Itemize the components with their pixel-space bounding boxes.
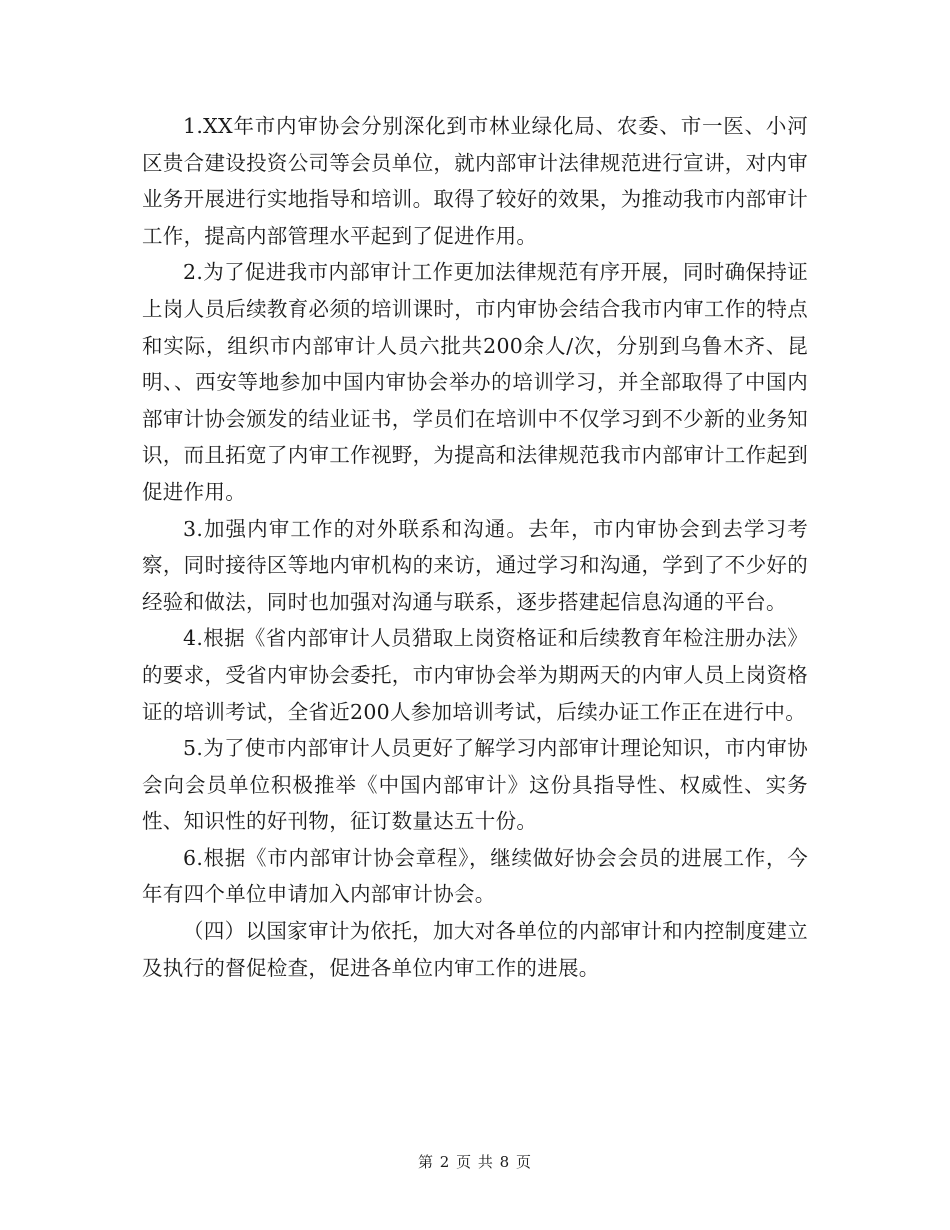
paragraph-item-3: 3.加强内审工作的对外联系和沟通。去年，市内审协会到去学习考察，同时接待区等地内审机构的来访，通过学习和沟通，学到了不少好的经验和做法，同时也加强对沟通与联系，逐步搭建起信息沟通的平台。 (142, 516, 808, 614)
paragraph-item-6: 6.根据《市内部审计协会章程》，继续做好协会会员的进展工作，今年有四个单位申请加入内部审计协会。 (142, 845, 808, 907)
paragraph-item-2: 2.为了促进我市内部审计工作更加法律规范有序开展，同时确保持证上岗人员后续教育必须的培训课时，市内审协会结合我市内审工作的特点和实际，组织市内部审计人员六批共200余人/次，分别到乌鲁木齐、昆明、、西安等地参加中国内审协会举办的培训学习，并全部取得了中国内部审计协会颁发的结业证书，学员们在培训中不仅学习到不少新的业务知识，而且拓宽了内审工作视野，为提高和法律规范我市内部审计工作起到促进作用。 (142, 260, 808, 504)
page-number-footer: 第 2 页 共 8 页 (418, 1153, 532, 1171)
document-body (142, 108, 808, 986)
paragraph-item-5: 5.为了使市内部审计人员更好了解学习内部审计理论知识，市内审协会向会员单位积极推举《中国内部审计》这份具指导性、权威性、实务性、知识性的好刊物，征订数量达五十份。 (142, 736, 808, 834)
paragraph-section-4: （四）以国家审计为依托，加大对各单位的内部审计和内控制度建立及执行的督促检查，促进各单位内审工作的进展。 (142, 919, 808, 980)
paragraph-item-4: 4.根据《省内部审计人员猎取上岗资格证和后续教育年检注册办法》的要求，受省内审协会委托，市内审协会举为期两天的内审人员上岗资格证的培训考试，全省近200人参加培训考试，后续办证工作正在进行中。 (142, 626, 808, 724)
paragraph-item-1: 1.XX年市内审协会分别深化到市林业绿化局、农委、市一医、小河区贵合建设投资公司等会员单位，就内部审计法律规范进行宣讲，对内审业务开展进行实地指导和培训。取得了较好的效果，为推动我市内部审计工作，提高内部管理水平起到了促进作用。 (142, 114, 808, 248)
